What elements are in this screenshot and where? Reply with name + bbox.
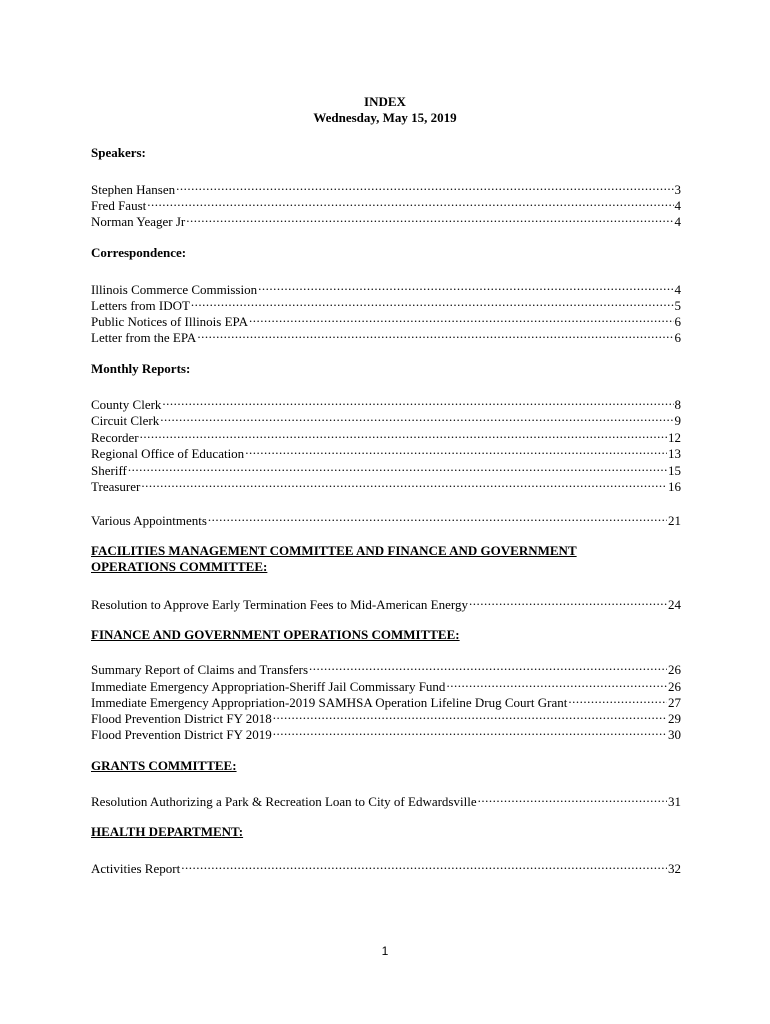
toc-entry: Summary Report of Claims and Transfers ..... 26 xyxy=(91,658,681,674)
toc-entry: Illinois Commerce Commission ..... 4 xyxy=(91,278,681,294)
toc-entry: Activities Report ..... 32 xyxy=(91,857,681,873)
facilities-heading-line2: OPERATIONS COMMITTEE: xyxy=(91,559,268,574)
monthly-reports-heading: Monthly Reports: xyxy=(91,361,191,376)
toc-entry: Immediate Emergency Appropriation-Sheriff Jail Commissary Fund ..... 26 xyxy=(91,675,681,691)
toc-entry: Recorder ..... 12 xyxy=(91,426,681,442)
toc-entry: Immediate Emergency Appropriation-2019 SAMHSA Operation Lifeline Drug Court Grant ..... 27 xyxy=(91,691,681,707)
toc-entry: Flood Prevention District FY 2018 ..... 29 xyxy=(91,707,681,723)
toc-entry: Flood Prevention District FY 2019 ..... 30 xyxy=(91,723,681,739)
toc-entry: Sheriff ..... 15 xyxy=(91,459,681,475)
speakers-heading: Speakers: xyxy=(91,145,146,160)
toc-entry: Norman Yeager Jr ..... 4 xyxy=(91,210,681,226)
health-heading: HEALTH DEPARTMENT: xyxy=(91,824,244,839)
index-date: Wednesday, May 15, 2019 xyxy=(313,110,457,125)
grants-heading: GRANTS COMMITTEE: xyxy=(91,758,237,773)
index-title: INDEX xyxy=(364,94,406,109)
page-number: 1 xyxy=(381,944,389,958)
toc-entry: Regional Office of Education ..... 13 xyxy=(91,442,681,458)
facilities-heading-line1: FACILITIES MANAGEMENT COMMITTEE AND FINANCE AND GOVERNMENT xyxy=(91,543,577,558)
toc-entry: Letter from the EPA ..... 6 xyxy=(91,326,681,342)
toc-entry: Resolution to Approve Early Termination Fees to Mid-American Energy ..... 24 xyxy=(91,593,681,609)
toc-entry: Stephen Hansen ..... 3 xyxy=(91,178,681,194)
toc-entry: Circuit Clerk ..... 9 xyxy=(91,409,681,425)
correspondence-heading: Correspondence: xyxy=(91,245,187,260)
toc-entry: Various Appointments ..... 21 xyxy=(91,509,681,525)
toc-entry: County Clerk ..... 8 xyxy=(91,393,681,409)
toc-entry: Resolution Authorizing a Park & Recreation Loan to City of Edwardsville ..... 31 xyxy=(91,790,681,806)
toc-entry: Public Notices of Illinois EPA ..... 6 xyxy=(91,310,681,326)
toc-entry: Treasurer ..... 16 xyxy=(91,475,681,491)
toc-entry: Fred Faust ..... 4 xyxy=(91,194,681,210)
toc-entry: Letters from IDOT ..... 5 xyxy=(91,294,681,310)
finance-heading: FINANCE AND GOVERNMENT OPERATIONS COMMITTEE: xyxy=(91,627,460,642)
